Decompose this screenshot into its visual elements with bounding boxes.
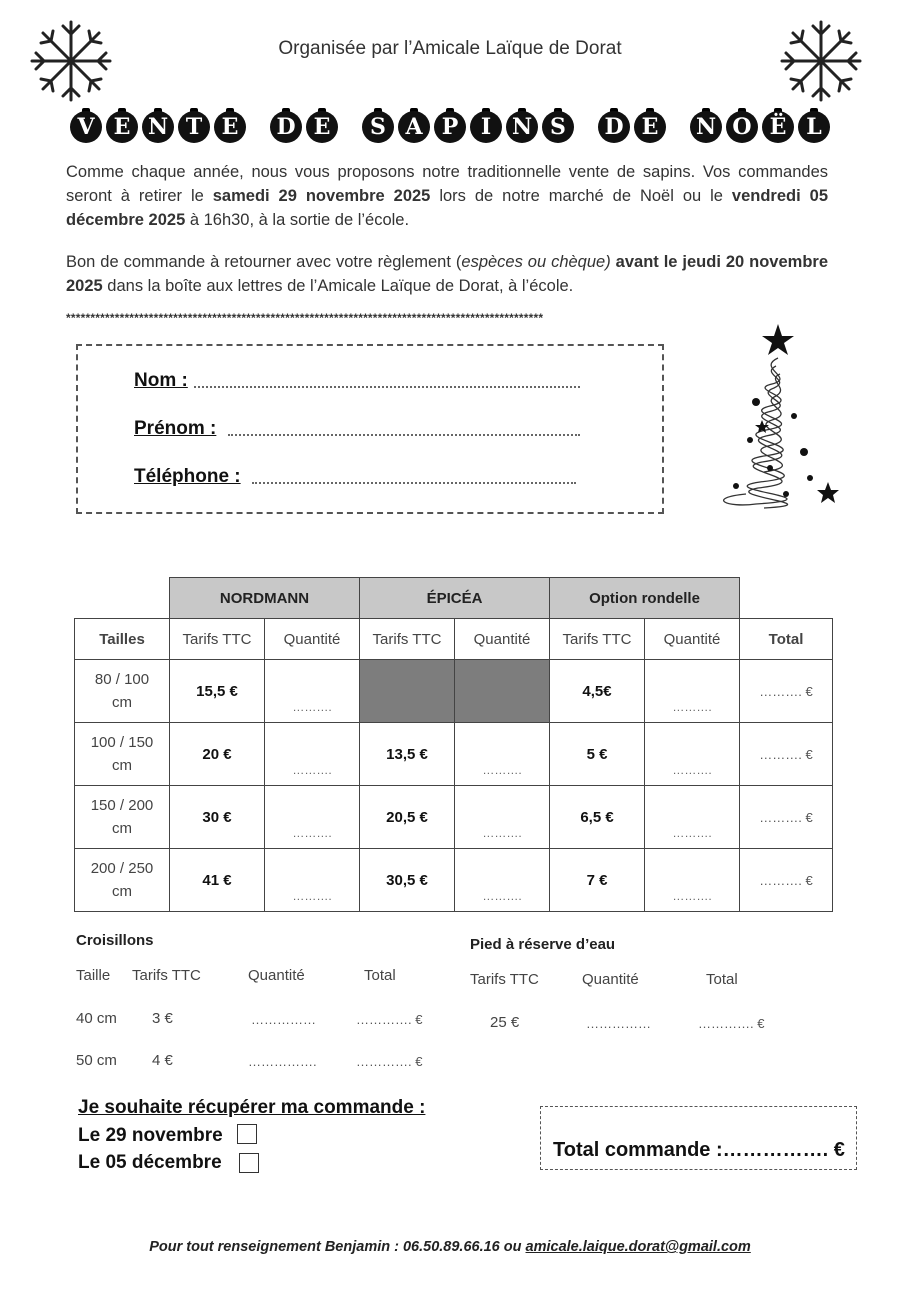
- ornament-letter: T: [177, 108, 211, 142]
- croisillons-price: 3 €: [152, 1010, 173, 1027]
- organizer-line: Organisée par l’Amicale Laïque de Dorat: [278, 38, 622, 59]
- table-corner: [75, 578, 170, 619]
- price-nordmann: 41 €: [170, 849, 265, 912]
- qty-rondelle-input[interactable]: ……….: [645, 723, 740, 786]
- qty-rondelle-input[interactable]: ……….: [645, 660, 740, 723]
- croisillons-price: 4 €: [152, 1052, 173, 1069]
- price-rondelle: 5 €: [550, 723, 645, 786]
- ornament-letter: O: [725, 108, 759, 142]
- croisillons-qty-field[interactable]: ……………: [251, 1012, 316, 1027]
- qty-epicea-input[interactable]: ……….: [455, 849, 550, 912]
- ornament-letter: N: [141, 108, 175, 142]
- table-row: [75, 723, 833, 786]
- croisillons-size: 40 cm: [76, 1010, 117, 1027]
- telephone-field[interactable]: [252, 482, 576, 484]
- unavailable-cell: [455, 660, 550, 723]
- row-total-field[interactable]: ………. €: [740, 660, 833, 723]
- croisillons-header-tarifs: Tarifs TTC: [132, 967, 201, 984]
- croisillons-total-field[interactable]: …………. €: [356, 1054, 423, 1069]
- pickup-option-29-label: Le 29 novembre: [78, 1125, 223, 1146]
- ornament-letter: A: [397, 108, 431, 142]
- header-total: Total: [740, 619, 833, 660]
- qty-nordmann-input[interactable]: ……….: [265, 723, 360, 786]
- pied-header-tarifs: Tarifs TTC: [470, 971, 539, 988]
- identity-box: [76, 344, 664, 514]
- page-title: [0, 108, 900, 142]
- table-corner-right: [740, 578, 833, 619]
- pied-price: 25 €: [490, 1014, 520, 1031]
- pickup-option-05-label: Le 05 décembre: [78, 1152, 222, 1173]
- pied-header-quantite: Quantité: [582, 971, 639, 988]
- ornament-letter: I: [469, 108, 503, 142]
- header-tailles: Tailles: [75, 619, 170, 660]
- croisillons-title: Croisillons: [76, 932, 154, 949]
- ornament-letter: S: [541, 108, 575, 142]
- price-nordmann: 15,5 €: [170, 660, 265, 723]
- qty-rondelle-input[interactable]: ……….: [645, 849, 740, 912]
- total-commande-box[interactable]: [540, 1106, 857, 1170]
- price-epicea: 13,5 €: [360, 723, 455, 786]
- group-epicea: ÉPICÉA: [360, 578, 550, 619]
- pickup-29-checkbox[interactable]: [237, 1124, 257, 1144]
- price-rondelle: 4,5€: [550, 660, 645, 723]
- croisillons-size: 50 cm: [76, 1052, 117, 1069]
- telephone-label: Téléphone :: [134, 466, 241, 487]
- qty-nordmann-input[interactable]: ……….: [265, 660, 360, 723]
- intro-paragraph-2: Bon de commande à retourner avec votre règlement (espèces ou chèque) avant le jeudi 20 novembre 2025 dans la boîte aux lettres de l’Amicale Laïque de Dorat, à l’école.: [66, 253, 829, 295]
- title-word: [597, 108, 667, 142]
- snowflake-left-icon: [28, 18, 114, 104]
- pickup-05-checkbox[interactable]: [239, 1153, 259, 1173]
- price-epicea: 20,5 €: [360, 786, 455, 849]
- price-table: [74, 577, 833, 912]
- title-word: [269, 108, 339, 142]
- row-total-field[interactable]: ………. €: [740, 849, 833, 912]
- croisillons-header-quantite: Quantité: [248, 967, 305, 984]
- table-row: [75, 786, 833, 849]
- unavailable-cell: [360, 660, 455, 723]
- ornament-letter: L: [797, 108, 831, 142]
- croisillons-header-taille: Taille: [76, 967, 111, 984]
- croisillons-header-total: Total: [364, 967, 396, 984]
- ornament-letter: Ë: [761, 108, 795, 142]
- pickup-title: Je souhaite récupérer ma commande :: [78, 1097, 426, 1118]
- prenom-label: Prénom :: [134, 418, 217, 439]
- qty-nordmann-input[interactable]: ……….: [265, 849, 360, 912]
- pied-title: Pied à réserve d’eau: [470, 936, 616, 953]
- price-rondelle: 6,5 €: [550, 786, 645, 849]
- header-quantite-rondelle: Quantité: [645, 619, 740, 660]
- price-nordmann: 30 €: [170, 786, 265, 849]
- header-tarifs-epicea: Tarifs TTC: [360, 619, 455, 660]
- table-row: [75, 849, 833, 912]
- row-total-field[interactable]: ………. €: [740, 786, 833, 849]
- ornament-letter: S: [361, 108, 395, 142]
- qty-nordmann-input[interactable]: ……….: [265, 786, 360, 849]
- title-word: [689, 108, 831, 142]
- nom-label: Nom :: [134, 370, 188, 391]
- croisillons-qty-field[interactable]: …………….: [248, 1054, 317, 1069]
- ornament-letter: N: [505, 108, 539, 142]
- row-size: 80 / 100 cm: [75, 660, 170, 723]
- header-tarifs-nordmann: Tarifs TTC: [170, 619, 265, 660]
- ornament-letter: E: [213, 108, 247, 142]
- title-word: [361, 108, 575, 142]
- prenom-field[interactable]: [228, 434, 580, 436]
- pied-qty-field[interactable]: ……………: [586, 1016, 651, 1031]
- qty-rondelle-input[interactable]: ……….: [645, 786, 740, 849]
- contact-email-link[interactable]: amicale.laique.dorat@gmail.com: [525, 1239, 751, 1255]
- table-row: [75, 660, 833, 723]
- ornament-letter: V: [69, 108, 103, 142]
- title-word: [69, 108, 247, 142]
- croisillons-total-field[interactable]: …………. €: [356, 1012, 423, 1027]
- group-nordmann: NORDMANN: [170, 578, 360, 619]
- header-tarifs-rondelle: Tarifs TTC: [550, 619, 645, 660]
- group-rondelle: Option rondelle: [550, 578, 740, 619]
- row-size: 200 / 250 cm: [75, 849, 170, 912]
- pied-header-total: Total: [706, 971, 738, 988]
- qty-epicea-input[interactable]: ……….: [455, 723, 550, 786]
- price-epicea: 30,5 €: [360, 849, 455, 912]
- ornament-letter: P: [433, 108, 467, 142]
- intro-paragraph-1: Comme chaque année, nous vous proposons notre traditionnelle vente de sapins. Vos commandes seront à retirer le samedi 29 novembre 2025 lors de notre marché de Noël ou le vendredi 05 décembre 2025 à 16h30, à la sortie de l’école.: [66, 163, 828, 229]
- price-nordmann: 20 €: [170, 723, 265, 786]
- total-commande-label: Total commande :……………. €: [553, 1139, 845, 1161]
- footer-contact: Pour tout renseignement Benjamin : 06.50.89.66.16 ou amicale.laique.dorat@gmail.com: [149, 1239, 751, 1255]
- ornament-letter: E: [633, 108, 667, 142]
- star-separator: **************************************************************************************************: [66, 311, 544, 325]
- ornament-letter: D: [269, 108, 303, 142]
- row-size: 100 / 150 cm: [75, 723, 170, 786]
- christmas-tree-icon: [686, 318, 866, 528]
- header-quantite-nordmann: Quantité: [265, 619, 360, 660]
- header-quantite-epicea: Quantité: [455, 619, 550, 660]
- nom-field[interactable]: [194, 386, 580, 388]
- ornament-letter: D: [597, 108, 631, 142]
- snowflake-right-icon: [778, 18, 864, 104]
- row-total-field[interactable]: ………. €: [740, 723, 833, 786]
- ornament-letter: N: [689, 108, 723, 142]
- row-size: 150 / 200 cm: [75, 786, 170, 849]
- pied-total-field[interactable]: …………. €: [698, 1016, 765, 1031]
- qty-epicea-input[interactable]: ……….: [455, 786, 550, 849]
- ornament-letter: E: [105, 108, 139, 142]
- ornament-letter: E: [305, 108, 339, 142]
- price-rondelle: 7 €: [550, 849, 645, 912]
